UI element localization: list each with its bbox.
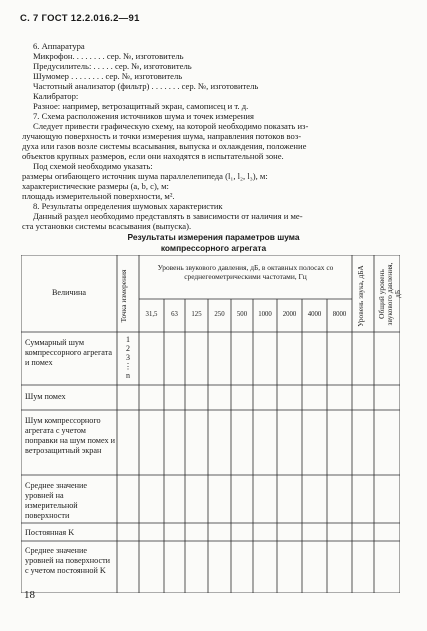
text-line: Шумомер . . . . . . . . сер. №, изготовитель xyxy=(33,71,183,81)
freq-31-5: 31,5 xyxy=(145,311,158,318)
text-line: Следует привести графическую схему, на которой необходимо показать из- xyxy=(33,121,309,131)
freq-2000: 2000 xyxy=(282,311,297,318)
page-number: 18 xyxy=(24,589,35,601)
freq-250: 250 xyxy=(214,311,225,318)
text-line: Микрофон. . . . . . . . сер. №, изготовитель xyxy=(33,51,184,61)
table-title: Результаты измерения параметров шума xyxy=(127,232,300,242)
header-octave-bands: Уровень звукового давления, дБ, в октавных полосах со среднегеометрическими частотами, Гц xyxy=(157,263,334,281)
row-label-corrected-noise: Шум компрессорного агрегата с учетом поправки на шум помех и ветрозащитный экран xyxy=(25,416,115,455)
row-label-mean-with-k: Среднее значение уровней на поверхности с учетом постоянной K xyxy=(25,546,111,575)
text-line: площадь измерительной поверхности, м². xyxy=(22,191,175,201)
header-quantity: Величина xyxy=(51,288,87,297)
text-line: Разное: например, ветрозащитный экран, самописец и т. д. xyxy=(33,101,249,111)
text-line: объектов крупных размеров, если они находятся в испытательной зоне. xyxy=(22,151,284,161)
text-line: ста установки системы всасывания (выпуска). xyxy=(22,221,192,231)
text-line: характеристические размеры (a, b, c), м: xyxy=(22,181,169,191)
text-line: 6. Аппаратура xyxy=(33,41,85,51)
row-points-total-noise: 1 2 3 ⋮ n xyxy=(124,335,132,380)
text-line: размеры огибающего источник шума параллелепипеда (l₁, l₂, l₃), м: xyxy=(22,171,268,181)
header-sound-level-dba: Уровень звука, дБА xyxy=(356,265,365,327)
text-line: Калибратор: xyxy=(33,91,79,101)
text-line: Предусилитель: . . . . . сер. №, изготовитель xyxy=(33,61,192,71)
header-measurement-point: Точка измерения xyxy=(119,269,128,323)
freq-1000: 1000 xyxy=(258,311,272,318)
page-header: С. 7 ГОСТ 12.2.016.2—91 xyxy=(20,13,140,24)
text-line: 7. Схема расположения источников шума и точек измерения xyxy=(33,111,254,121)
results-table xyxy=(21,255,400,593)
freq-500: 500 xyxy=(236,311,248,318)
text-line: Под схемой необходимо указать: xyxy=(33,161,153,171)
freq-63: 63 xyxy=(171,311,178,318)
text-line: духа или газов возле системы всасывания, выпуска и охлаждения, положение xyxy=(22,141,307,151)
row-label-mean-on-surface: Среднее значение уровней на измерительной поверхности xyxy=(25,481,88,520)
text-line: лучающую поверхность и точки измерения шума, направления потоков воз- xyxy=(22,131,302,141)
text-line: Данный раздел необходимо представлять в зависимости от наличия и ме- xyxy=(33,211,303,221)
row-label-constant-k: Постоянная K xyxy=(25,528,75,537)
freq-4000: 4000 xyxy=(307,311,322,318)
text-line: Частотный анализатор (фильтр) . . . . . . . сер. №, изготовитель xyxy=(33,81,259,91)
row-label-interference-noise: Шум помех xyxy=(25,392,66,401)
row-label-total-noise: Суммарный шум компрессорного агрегата и помех xyxy=(25,338,113,367)
text-line: 8. Результаты определения шумовых характеристик xyxy=(33,201,223,211)
freq-8000: 8000 xyxy=(332,311,347,318)
freq-125: 125 xyxy=(191,311,202,318)
header-total-level: Общий уровень звукового давления, дБ xyxy=(377,262,402,326)
table-subtitle: компрессорного агрегата xyxy=(160,243,267,253)
